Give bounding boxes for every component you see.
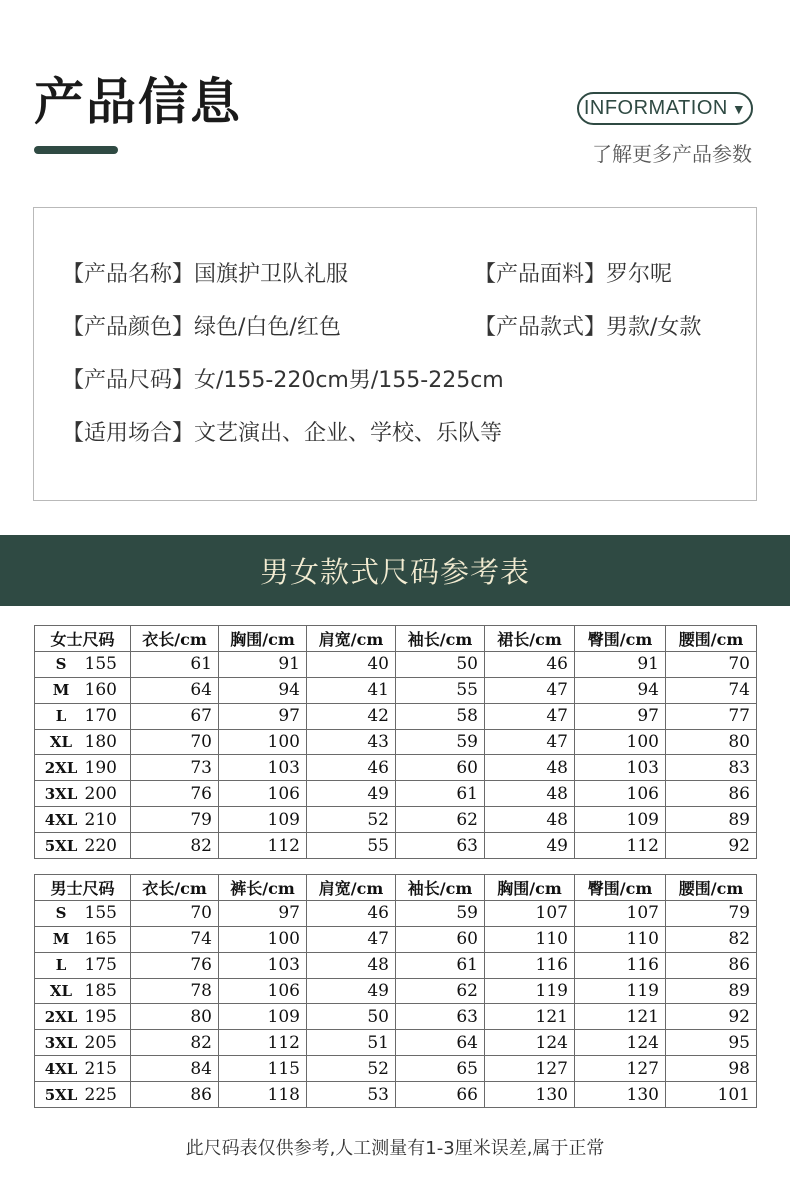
measurement-cell: 46: [307, 755, 396, 781]
measurement-cell: 82: [131, 1030, 219, 1056]
measurement-cell: 103: [219, 755, 307, 781]
column-header: 肩宽/cm: [307, 875, 396, 901]
measurement-cell: 79: [666, 900, 757, 926]
height-value: 155: [84, 654, 117, 675]
size-chart-banner: [0, 535, 790, 606]
size-cell: [35, 978, 131, 1004]
measurement-cell: 97: [575, 703, 666, 729]
women-size-table: [34, 625, 757, 859]
measurement-cell: 50: [396, 651, 485, 677]
measurement-cell: 100: [575, 729, 666, 755]
measurement-cell: 110: [485, 926, 575, 952]
measurement-cell: 97: [219, 703, 307, 729]
measurement-cell: 77: [666, 703, 757, 729]
table-row: [35, 1056, 757, 1082]
height-value: 170: [84, 706, 117, 727]
measurement-cell: 119: [485, 978, 575, 1004]
measurement-cell: 73: [131, 755, 219, 781]
size-label: 4XL: [44, 1059, 78, 1078]
measurement-cell: 100: [219, 926, 307, 952]
height-value: 185: [84, 981, 117, 1001]
measurement-cell: 103: [219, 952, 307, 978]
measurement-cell: 98: [666, 1056, 757, 1082]
height-value: 180: [84, 732, 117, 752]
size-label: XL: [49, 982, 73, 1000]
measurement-cell: 119: [575, 978, 666, 1004]
measurement-cell: 84: [131, 1056, 219, 1082]
column-header: 肩宽/cm: [307, 626, 396, 652]
measurement-cell: 55: [396, 677, 485, 703]
information-pill: [577, 92, 753, 125]
size-cell: [35, 952, 131, 978]
measurement-cell: 100: [219, 729, 307, 755]
size-cell: [35, 1004, 131, 1030]
measurement-cell: 89: [666, 978, 757, 1004]
size-label: 5XL: [44, 1085, 78, 1104]
size-label: 3XL: [44, 1033, 78, 1052]
measurement-cell: 59: [396, 900, 485, 926]
measurement-cell: 46: [307, 900, 396, 926]
column-header: 胸围/cm: [219, 626, 307, 652]
column-header: 臀围/cm: [575, 875, 666, 901]
measurement-cell: 60: [396, 755, 485, 781]
size-label: M: [52, 930, 70, 949]
measurement-cell: 48: [307, 952, 396, 978]
measurement-cell: 48: [485, 807, 575, 833]
size-cell: [35, 729, 131, 755]
measurement-cell: 62: [396, 978, 485, 1004]
size-cell: [35, 651, 131, 677]
information-subtitle: 了解更多产品参数: [592, 142, 752, 166]
measurement-cell: 78: [131, 978, 219, 1004]
measurement-cell: 42: [307, 703, 396, 729]
size-label: 4XL: [44, 810, 78, 829]
measurement-cell: 48: [485, 755, 575, 781]
height-value: 175: [84, 955, 117, 976]
measurement-cell: 48: [485, 781, 575, 807]
measurement-cell: 97: [219, 900, 307, 926]
table-row: [35, 978, 757, 1004]
measurement-cell: 107: [575, 900, 666, 926]
measurement-cell: 127: [575, 1056, 666, 1082]
measurement-cell: 91: [219, 651, 307, 677]
spec-product-name: 【产品名称】国旗护卫队礼服: [62, 262, 349, 287]
spec-product-fabric: 【产品面料】罗尔呢: [474, 262, 673, 287]
measurement-cell: 70: [666, 651, 757, 677]
measurement-cell: 83: [666, 755, 757, 781]
measurement-cell: 74: [666, 677, 757, 703]
size-chart-banner-title: 男女款式尺码参考表: [259, 555, 530, 589]
size-label: 2XL: [44, 758, 78, 777]
size-cell: [35, 703, 131, 729]
spec-product-style: 【产品款式】男款/女款: [474, 315, 702, 340]
measurement-cell: 61: [396, 952, 485, 978]
measurement-cell: 47: [485, 703, 575, 729]
measurement-cell: 70: [131, 729, 219, 755]
measurement-cell: 91: [575, 651, 666, 677]
measurement-cell: 76: [131, 781, 219, 807]
measurement-cell: 80: [666, 729, 757, 755]
measurement-cell: 79: [131, 807, 219, 833]
measurement-cell: 50: [307, 1004, 396, 1030]
size-cell: [35, 677, 131, 703]
size-label: M: [52, 681, 70, 700]
column-header: 腰围/cm: [666, 626, 757, 652]
size-cell: [35, 1030, 131, 1056]
measurement-cell: 49: [307, 781, 396, 807]
size-disclaimer: 此尺码表仅供参考,人工测量有1-3厘米误差,属于正常: [185, 1138, 605, 1159]
size-label: S: [55, 904, 67, 923]
measurement-cell: 47: [485, 677, 575, 703]
height-value: 195: [84, 1006, 117, 1027]
measurement-cell: 92: [666, 1004, 757, 1030]
table-row: [35, 926, 757, 952]
measurement-cell: 52: [307, 1056, 396, 1082]
table-row: [35, 1082, 757, 1108]
measurement-cell: 52: [307, 807, 396, 833]
column-header: 腰围/cm: [666, 875, 757, 901]
measurement-cell: 124: [575, 1030, 666, 1056]
measurement-cell: 130: [575, 1082, 666, 1108]
measurement-cell: 116: [575, 952, 666, 978]
size-cell: [35, 900, 131, 926]
measurement-cell: 86: [131, 1082, 219, 1108]
measurement-cell: 95: [666, 1030, 757, 1056]
measurement-cell: 58: [396, 703, 485, 729]
size-cell: [35, 755, 131, 781]
page-title: 产品信息: [34, 73, 242, 131]
measurement-cell: 103: [575, 755, 666, 781]
measurement-cell: 55: [307, 833, 396, 859]
column-header: 胸围/cm: [485, 875, 575, 901]
column-header: 袖长/cm: [396, 626, 485, 652]
column-header: 袖长/cm: [396, 875, 485, 901]
column-header: 男士尺码: [35, 875, 131, 901]
information-label: INFORMATION: [583, 97, 728, 119]
measurement-cell: 53: [307, 1082, 396, 1108]
column-header: 臀围/cm: [575, 626, 666, 652]
measurement-cell: 49: [307, 978, 396, 1004]
measurement-cell: 63: [396, 833, 485, 859]
measurement-cell: 106: [219, 978, 307, 1004]
measurement-cell: 61: [396, 781, 485, 807]
size-label: S: [55, 655, 67, 674]
measurement-cell: 86: [666, 781, 757, 807]
table-row: [35, 807, 757, 833]
table-header-row: [35, 626, 757, 652]
height-value: 160: [84, 680, 117, 701]
measurement-cell: 64: [396, 1030, 485, 1056]
measurement-cell: 94: [219, 677, 307, 703]
measurement-cell: 118: [219, 1082, 307, 1108]
measurement-cell: 112: [575, 833, 666, 859]
table-header-row: [35, 875, 757, 901]
table-row: [35, 1030, 757, 1056]
height-value: 215: [84, 1058, 117, 1079]
table-row: [35, 677, 757, 703]
column-header: 衣长/cm: [131, 875, 219, 901]
title-underline: [34, 146, 118, 154]
table-row: [35, 1004, 757, 1030]
height-value: 190: [84, 757, 117, 778]
measurement-cell: 106: [575, 781, 666, 807]
measurement-cell: 76: [131, 952, 219, 978]
measurement-cell: 64: [131, 677, 219, 703]
size-label: L: [55, 956, 67, 975]
measurement-cell: 115: [219, 1056, 307, 1082]
measurement-cell: 74: [131, 926, 219, 952]
measurement-cell: 112: [219, 833, 307, 859]
table-row: [35, 755, 757, 781]
measurement-cell: 40: [307, 651, 396, 677]
measurement-cell: 63: [396, 1004, 485, 1030]
measurement-cell: 86: [666, 952, 757, 978]
column-header: 裙长/cm: [485, 626, 575, 652]
measurement-cell: 43: [307, 729, 396, 755]
measurement-cell: 106: [219, 781, 307, 807]
measurement-cell: 121: [575, 1004, 666, 1030]
measurement-cell: 116: [485, 952, 575, 978]
size-cell: [35, 1056, 131, 1082]
measurement-cell: 47: [485, 729, 575, 755]
size-label: L: [55, 707, 67, 726]
column-header: 女士尺码: [35, 626, 131, 652]
measurement-cell: 46: [485, 651, 575, 677]
product-spec-box: [33, 207, 757, 501]
size-cell: [35, 926, 131, 952]
size-cell: [35, 833, 131, 859]
measurement-cell: 124: [485, 1030, 575, 1056]
height-value: 225: [84, 1084, 117, 1105]
measurement-cell: 62: [396, 807, 485, 833]
measurement-cell: 109: [575, 807, 666, 833]
height-value: 220: [84, 835, 117, 856]
size-cell: [35, 807, 131, 833]
measurement-cell: 51: [307, 1030, 396, 1056]
height-value: 205: [84, 1032, 117, 1053]
measurement-cell: 89: [666, 807, 757, 833]
table-row: [35, 651, 757, 677]
measurement-cell: 70: [131, 900, 219, 926]
size-cell: [35, 1082, 131, 1108]
measurement-cell: 60: [396, 926, 485, 952]
measurement-cell: 92: [666, 833, 757, 859]
measurement-cell: 101: [666, 1082, 757, 1108]
measurement-cell: 59: [396, 729, 485, 755]
measurement-cell: 127: [485, 1056, 575, 1082]
table-row: [35, 729, 757, 755]
size-label: 5XL: [44, 836, 78, 855]
measurement-cell: 49: [485, 833, 575, 859]
measurement-cell: 66: [396, 1082, 485, 1108]
measurement-cell: 65: [396, 1056, 485, 1082]
measurement-cell: 112: [219, 1030, 307, 1056]
height-value: 210: [84, 809, 117, 830]
measurement-cell: 94: [575, 677, 666, 703]
measurement-cell: 121: [485, 1004, 575, 1030]
measurement-cell: 110: [575, 926, 666, 952]
measurement-cell: 109: [219, 807, 307, 833]
table-row: [35, 833, 757, 859]
spec-product-color: 【产品颜色】绿色/白色/红色: [62, 315, 341, 340]
men-size-table: [34, 874, 757, 1108]
measurement-cell: 61: [131, 651, 219, 677]
size-label: XL: [49, 733, 73, 751]
measurement-cell: 80: [131, 1004, 219, 1030]
table-row: [35, 952, 757, 978]
spec-product-usage: 【适用场合】文艺演出、企业、学校、乐队等: [62, 421, 503, 446]
table-row: [35, 781, 757, 807]
height-value: 165: [84, 929, 117, 950]
table-row: [35, 703, 757, 729]
height-value: 200: [84, 783, 117, 804]
column-header: 裤长/cm: [219, 875, 307, 901]
size-cell: [35, 781, 131, 807]
size-label: 3XL: [44, 784, 78, 803]
measurement-cell: 107: [485, 900, 575, 926]
measurement-cell: 130: [485, 1082, 575, 1108]
measurement-cell: 41: [307, 677, 396, 703]
size-label: 2XL: [44, 1007, 78, 1026]
spec-product-size: 【产品尺码】女/155-220cm男/155-225cm: [62, 368, 504, 393]
table-row: [35, 900, 757, 926]
measurement-cell: 67: [131, 703, 219, 729]
height-value: 155: [84, 903, 117, 924]
measurement-cell: 82: [131, 833, 219, 859]
column-header: 衣长/cm: [131, 626, 219, 652]
measurement-cell: 82: [666, 926, 757, 952]
measurement-cell: 47: [307, 926, 396, 952]
measurement-cell: 109: [219, 1004, 307, 1030]
triangle-down-icon: ▼: [731, 100, 747, 117]
